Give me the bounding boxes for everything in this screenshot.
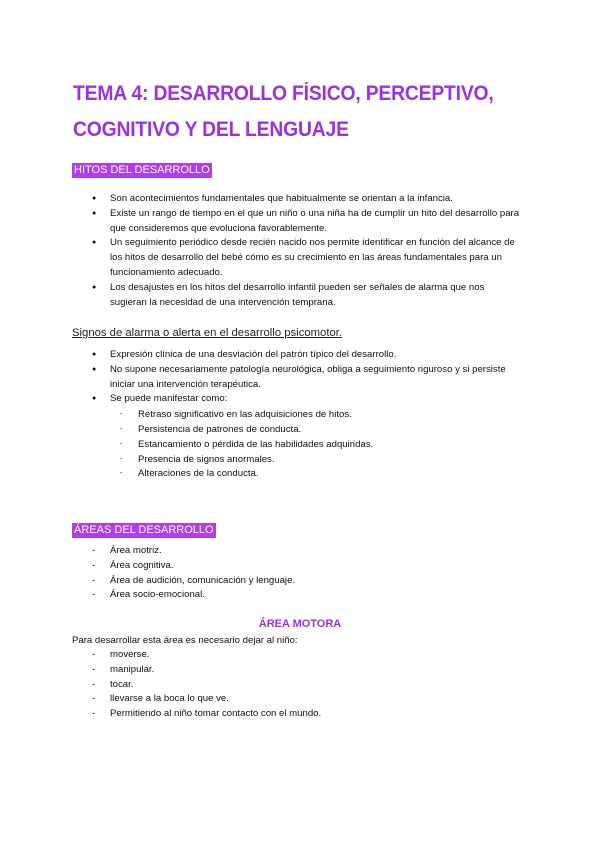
title-line-2: COGNITIVO Y DEL LENGUAJE (73, 118, 349, 141)
manifestations-list (120, 408, 522, 482)
document-title (73, 76, 533, 148)
motora-item: - tocar. (92, 678, 512, 693)
area-item: - Área cognitiva. (92, 559, 512, 574)
motora-item: - moverse. (92, 648, 512, 663)
area-motora-list (92, 648, 512, 722)
area-item: - Área de audición, comunicación y lenguaje. (92, 574, 512, 589)
area-item: - Área socio-emocional. (92, 588, 512, 603)
areas-heading: ÁREAS DEL DESARROLLO (74, 524, 214, 536)
signos-bullet-list (92, 348, 522, 482)
hitos-bullet: ● Son acontecimientos fundamentales que habitualmente se orientan a la infancia. (92, 192, 522, 207)
signos-bullet: ● Expresión clínica de una desviación del patrón típico del desarrollo. (92, 348, 522, 363)
hitos-bullet: ● Los desajustes en los hitos del desarrollo infantil pueden ser señales de alarma que nos sugieran la necesidad de una intervención temprana. (92, 281, 522, 311)
signos-bullet: ● No supone necesariamente patología neurológica, obliga a seguimiento riguroso y si persiste iniciar una intervención terapéutica. (92, 363, 522, 393)
hitos-bullet: ● Un seguimiento periódico desde recién nacido nos permite identificar en función del alcance de los hitos de desarrollo del bebé cómo es su crecimiento en las áreas fundamentales para un funcionamiento adecuado. (92, 236, 522, 280)
manifestation-item: - Alteraciones de la conducta. (120, 467, 522, 482)
area-item: - Área motriz. (92, 544, 512, 559)
hitos-bullet-list (92, 192, 522, 310)
motora-item: - manipular. (92, 663, 512, 678)
motora-item: - Permitiendo al niño tomar contacto con el mundo. (92, 707, 512, 722)
signos-heading: Signos de alarma o alerta en el desarrollo psicomotor. (72, 327, 343, 339)
manifestation-item: - Presencia de signos anormales. (120, 453, 522, 468)
area-motora-intro: Para desarrollar esta área es necesario dejar al niño: (72, 635, 298, 646)
signos-bullet (92, 392, 522, 482)
title-line-1: TEMA 4: DESARROLLO FÍSICO, PERCEPTIVO, (73, 82, 494, 105)
signos-bullet-text: Se puede manifestar como: (110, 393, 228, 405)
manifestation-item: - Retraso significativo en las adquisiciones de hitos. (120, 408, 522, 423)
manifestation-item: - Estancamiento o pérdida de las habilidades adquiridas. (120, 438, 522, 453)
areas-list (92, 544, 512, 603)
area-motora-heading: ÁREA MOTORA (258, 618, 342, 630)
hitos-heading: HITOS DEL DESARROLLO (74, 164, 210, 176)
motora-item: - llevarse a la boca lo que ve. (92, 692, 512, 707)
manifestation-item: - Persistencia de patrones de conducta. (120, 423, 522, 438)
hitos-bullet: ● Existe un rango de tiempo en el que un niño o una niña ha de cumplir un hito del desarrollo para que consideremos que evoluciona favorablemente. (92, 207, 522, 237)
